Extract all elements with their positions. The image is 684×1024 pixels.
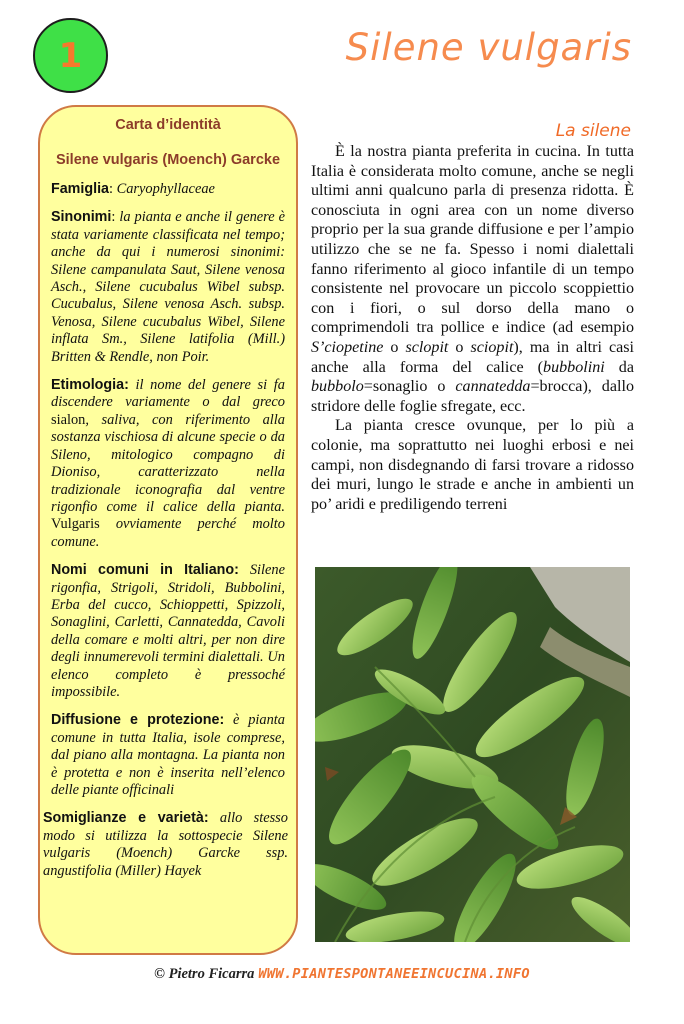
diffusione-section <box>51 712 285 799</box>
famiglia-section <box>51 181 285 198</box>
footer-website-link[interactable]: WWW.PIANTESPONTANEEINCUCINA.INFO <box>258 966 530 982</box>
species-name: Silene vulgaris (Moench) Garcke <box>55 152 281 168</box>
etimologia-text-1: il nome del genere si fa discendere variamente o dal greco <box>51 377 285 411</box>
somiglianze-label: Somiglianze e varietà: <box>43 810 209 827</box>
article-text: da <box>604 358 634 376</box>
article-term: bubbolo <box>311 378 364 396</box>
somiglianze-text: allo stesso modo si utilizza la sottospecie Silene vulgaris (Moench) Garcke ssp. angustifolia (Miller) Hayek <box>43 810 288 879</box>
etimologia-word: sialon <box>51 411 86 428</box>
article-text: o <box>383 338 406 356</box>
article-term: S’ciopetine <box>311 338 384 356</box>
etimologia-vulgaris: Vulgaris <box>51 516 100 533</box>
etimologia-label: Etimologia: <box>51 377 129 394</box>
identity-card <box>38 105 298 955</box>
article-text: È la nostra pianta preferita in cucina. In tutta Italia è considerata molto comune, anche se negli ultimi anni qualcuno parla di presenza ridotta. È conosciuta in ogni area con un nome diverso proprio per la sua grande diffusione e per l’ampio utilizzo che se ne fa. Spesso i nomi dialettali fanno riferimento al gioco infantile di un tempo consistente nel provocare un piccolo scoppiettio con i fiori, o sul dorso della mano o comprimendoli tra pollice e indice (ad esempio <box>311 143 634 337</box>
diffusione-label: Diffusione e protezione: <box>51 712 225 729</box>
sinonimi-label: Sinonimi <box>51 209 112 226</box>
article-text: ), ma in altri casi anche alla forma del calice ( <box>311 338 635 376</box>
famiglia-label: Famiglia <box>51 181 109 197</box>
article-body <box>311 142 634 514</box>
sinonimi-section <box>51 209 285 366</box>
article-term: bubbolini <box>543 358 605 376</box>
famiglia-separator: : <box>109 181 117 197</box>
somiglianze-section <box>43 810 288 880</box>
etimologia-text-2: , saliva, con riferimento alla sostanza vischiosa di alcune specie o da Sileno, mitologico compagno di Dioniso, caratterizzato nella tradizionale iconografia dal ventre rigonfio come il calice della pianta. <box>51 411 285 515</box>
page-number-badge <box>33 18 108 93</box>
etimologia-section <box>51 377 285 551</box>
sinonimi-separator: : <box>111 209 120 226</box>
sinonimi-text: la pianta e anche il genere è stata variamente classificata nel tempo; anche da qui i numerosi sinonimi: Silene campanulata Saut, Silene venosa Asch., Silene cucubalus Wibel subsp. Cucubalus, Silene venosa Asch. subsp. Venosa, Silene cucubalus Wibel, Silene inflata Sm., Silene latifolia (Mill.) Britten & Rendle, non Poir. <box>51 209 285 365</box>
page-title: Silene vulgaris <box>345 26 632 69</box>
article-text: =sonaglio o <box>363 378 456 396</box>
nomi-comuni-label: Nomi comuni in Italiano: <box>51 562 239 579</box>
etimologia-text-3: ovviamente perché molto comune. <box>51 516 285 550</box>
famiglia-value: Caryophyllaceae <box>116 181 215 197</box>
article-heading: La silene <box>555 121 631 141</box>
identity-card-heading: Carta d’identità <box>115 117 221 133</box>
diffusione-text: è pianta comune in tutta Italia, isole comprese, dal piano alla montagna. La pianta non è protetta e non è inserita nell’elenco delle piante officinali <box>51 712 285 798</box>
article-text: =brocca), dallo stridore delle foglie sfregate, ecc. <box>311 378 634 415</box>
nomi-comuni-text: Silene rigonfia, Strigoli, Stridoli, Bubbolini, Erba del cucco, Schioppetti, Spizzoli, Sonaglini, Carletti, Cannatedda, Cavoli della comare e molti altri, per non dire degli innumerevoli termini dialettali. Un elenco completo è pressoché impossibile. <box>51 562 285 700</box>
article-term: cannatedda <box>455 378 531 396</box>
footer-author: © Pietro Ficarra <box>154 966 255 982</box>
article-paragraph-2: La pianta cresce ovunque, per lo più a colonie, ma soprattutto nei luoghi erbosi e nei campi, non disdegnando di farsi trovare a ridosso dei muri, lungo le strade e anche in ambienti un po’ aridi e prediligendo terreni <box>311 417 634 513</box>
footer <box>0 965 684 983</box>
nomi-comuni-section <box>51 562 285 701</box>
plant-photo <box>315 567 630 942</box>
article-term: sclopit <box>405 338 449 356</box>
page-number: 1 <box>58 35 83 76</box>
article-term: sciopit <box>470 338 514 356</box>
article-text: o <box>448 338 471 356</box>
article-paragraph-1 <box>311 142 634 416</box>
